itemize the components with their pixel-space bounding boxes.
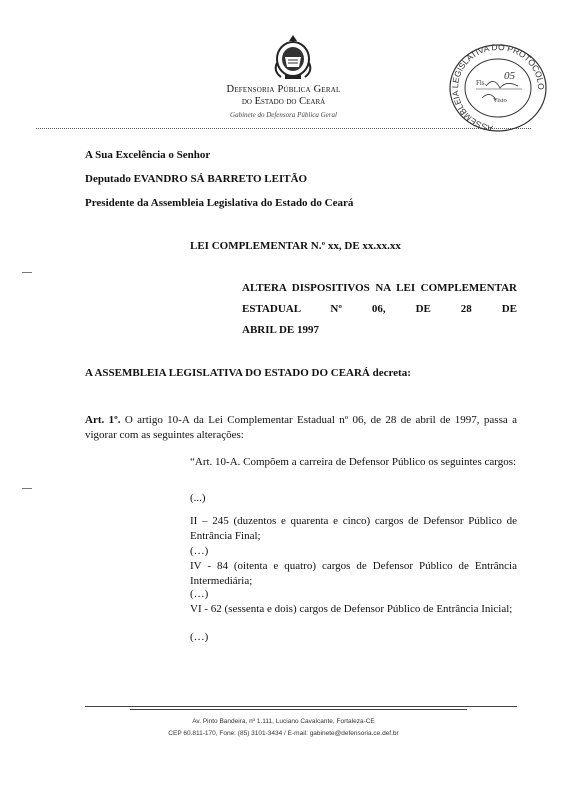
quote-item-iv: IV - 84 (oitenta e quatro) cargos de Defensor Público de Entrância Intermediária;	[190, 560, 517, 587]
stamp-ring-text: ASSEMBLEIA LEGISLATIVA DO PROTOCOLO	[449, 42, 547, 134]
law-ementa	[242, 278, 517, 341]
addressee-name: Deputado EVANDRO SÁ BARRETO LEITÃO	[85, 173, 308, 185]
ementa-text: ALTERA DISPOSITIVOS NA LEI COMPLEMENTAR ESTADUAL Nº 06, DE 28 DE	[242, 282, 517, 315]
article-1	[85, 413, 517, 443]
svg-text:ASSEMBLEIA LEGISLATIVA DO PROT	[450, 42, 546, 134]
quote-intro: “Art. 10-A. Compõem a carreira de Defensor Público os seguintes cargos:	[190, 456, 517, 468]
footer-divider	[85, 706, 517, 707]
law-title: LEI COMPLEMENTAR N.º xx, DE xx.xx.xx	[190, 240, 401, 252]
decree-line: A ASSEMBLEIA LEGISLATIVA DO ESTADO DO CEARÁ decreta:	[85, 367, 411, 379]
quote-item-vi: VI - 62 (sessenta e dois) cargos de Defensor Público de Entrância Inicial;	[190, 603, 513, 615]
article-text: O artigo 10-A da Lei Complementar Estadual nº 06, de 28 de abril de 1997, passa a vigorar com as seguintes alterações:	[85, 414, 517, 441]
footer-contact: CEP 60.811-170, Fone: (85) 3101-3434 / E-mail: gabinete@defensoria.ce.def.br	[168, 730, 399, 737]
stamp-page-number: 05	[504, 70, 515, 82]
stamp-visto-label: Visto	[493, 97, 507, 104]
quote-ellipsis: (…)	[190, 631, 209, 643]
quote-ellipsis: (...)	[190, 492, 206, 504]
quote-ellipsis: (…)	[190, 545, 209, 557]
footer-address: Av. Pinto Bandeira, nº 1.111, Luciano Cavalcante, Fortaleza-CE	[192, 718, 375, 725]
stamp-fls-label: Fls.	[476, 79, 487, 87]
article-label: Art. 1º.	[85, 414, 121, 426]
margin-mark	[22, 272, 32, 273]
footer-divider-inner	[130, 709, 467, 710]
addressee-salutation: A Sua Excelência o Senhor	[85, 149, 211, 161]
org-state: do Estado do Ceará	[241, 96, 326, 107]
coat-of-arms-emblem-icon	[271, 33, 315, 81]
quote-ellipsis: (…)	[190, 588, 209, 600]
stamp-signature-icon	[486, 81, 518, 88]
cabinet-line: Gabinete do Defensora Pública Geral	[230, 111, 337, 119]
protocol-stamp	[446, 42, 550, 134]
quote-item-ii: II – 245 (duzentos e quarenta e cinco) cargos de Defensor Público de Entrância Final;	[190, 515, 517, 542]
margin-mark	[22, 488, 32, 489]
ementa-text-end: ABRIL DE 1997	[242, 324, 320, 336]
org-name: Defensoria Pública Geral	[226, 84, 341, 95]
addressee-title: Presidente da Assembleia Legislativa do Estado do Ceará	[85, 197, 354, 209]
